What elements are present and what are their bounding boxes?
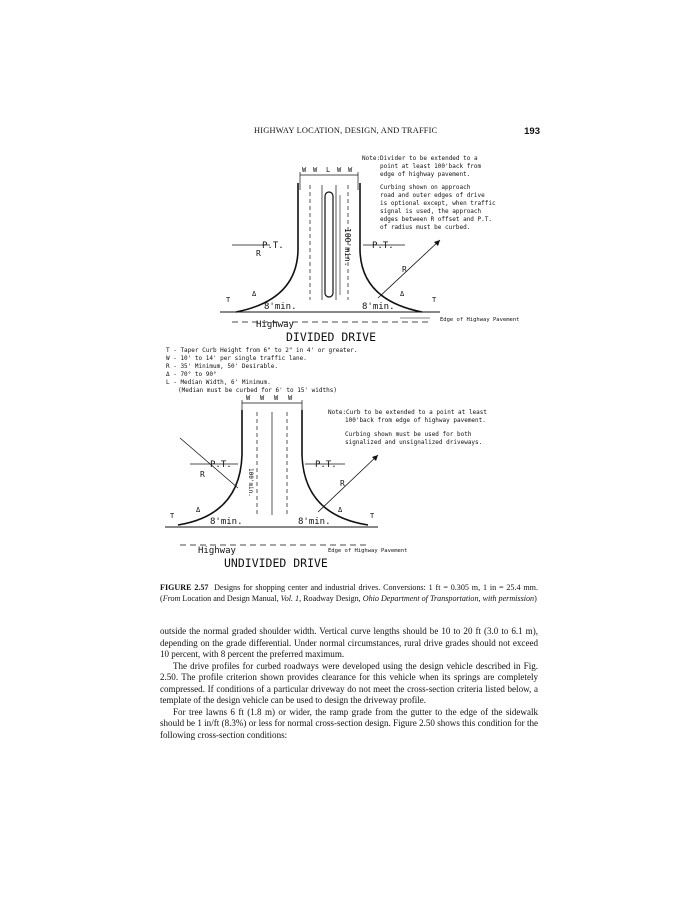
bottom-note [328, 409, 487, 446]
bottom-t-right: T [370, 512, 375, 520]
caption-source-vol: Vol. 1, [280, 593, 302, 603]
caption-source-mid2: Roadway Design, [303, 593, 361, 603]
bottom-edge-pavement: Edge of Highway Pavement [328, 548, 408, 554]
top-note-line-9: of radius must be curbed. [380, 224, 471, 231]
top-note-line-6: is optional except, when traffic [380, 200, 496, 207]
running-head-title: HIGHWAY LOCATION, DESIGN, AND TRAFFIC [254, 126, 438, 135]
top-r-left: R [256, 249, 261, 258]
caption-source-prefix: From [162, 593, 181, 603]
top-t-right: T [432, 296, 437, 304]
bottom-note-line-3: Curbing shown must be used for both [345, 431, 472, 438]
top-note [362, 155, 496, 231]
top-w-label-1: W [302, 166, 307, 174]
top-w-label-2: W [313, 166, 318, 174]
bottom-note-line-4: signalized and unsignalized driveways. [345, 439, 483, 446]
caption-label: FIGURE 2.57 [160, 583, 209, 592]
figure-caption: FIGURE 2.57 Designs for shopping center and industrial drives. Conversions: 1 ft = 0.305 m, 1 in = 25.4 mm. (From Location and Design Manual, Vol. 1, Roadway Design, Ohio Department of Transportation, with permission) [160, 583, 538, 603]
paragraph-3: For tree lawns 6 ft (1.8 m) or wider, the ramp grade from the gutter to the edge of the sidewalk should be 1 in/ft (8.3%) or less for normal cross-section design. Figure 2.50 shows this condition for the following cross-section conditions: [160, 706, 538, 740]
page-number: 193 [524, 126, 540, 137]
bottom-t-left: T [170, 512, 175, 520]
legend-line-4: Δ - 70° to 90° [166, 371, 217, 378]
bottom-8-min-right: 8'min. [298, 517, 331, 527]
top-note-line-2: point at least 100'back from [380, 163, 482, 170]
top-l-label: L [326, 166, 331, 174]
bottom-note-line-2: 100'back from edge of highway pavement. [345, 417, 486, 424]
bottom-w-label-2: W [260, 394, 265, 402]
bottom-highway: Highway [198, 546, 236, 556]
top-w-label-4: W [348, 166, 353, 174]
bottom-pt-left: P.T. [210, 460, 232, 470]
top-8-min-right: 8'min. [362, 302, 395, 312]
top-note-line-3: edge of highway pavement. [380, 171, 471, 178]
bottom-note-line-1: Note:Curb to be extended to a point at least [328, 409, 487, 416]
caption-source-mid1: Location and Design Manual, [182, 593, 279, 603]
top-note-line-1: Note:Divider to be extended to a [362, 155, 478, 162]
caption-text: Designs for shopping center and industrial drives. Conversions: 1 ft = 0.305 m, 1 in = 25.4 mm. [214, 583, 538, 592]
bottom-w-label-4: W [288, 394, 293, 402]
top-highway: Highway [256, 320, 294, 330]
bottom-delta-left: Δ [196, 506, 201, 514]
top-w-label-3: W [337, 166, 342, 174]
paragraph-1: outside the normal graded shoulder width. Vertical curve lengths should be 10 to 20 ft (3.0 to 6.1 m), depending on the grade differential. Under normal circumstances, rural drive grades should not exceed 10 percent, with 8 percent the preferred maximum. [160, 626, 538, 659]
bottom-8-min-left: 8'min. [210, 517, 243, 527]
bottom-r-right: R [340, 479, 345, 488]
top-note-line-8: edges between R offset and P.T. [380, 216, 492, 223]
bottom-r-left: R [200, 470, 205, 479]
top-edge-pavement: Edge of Highway Pavement [440, 317, 520, 323]
top-pt-left: P.T. [262, 241, 284, 251]
legend-line-3: R - 35' Minimum, 50' Desirable. [166, 363, 278, 370]
bottom-delta-right: Δ [338, 506, 343, 514]
legend-line-2: W - 10' to 14' per single traffic lane. [166, 355, 307, 362]
top-delta-right: Δ [400, 290, 405, 298]
figure-legend [166, 347, 357, 394]
legend-line-6: (Median must be curbed for 6' to 15' widths) [178, 387, 337, 394]
top-note-line-4: Curbing shown on approach [380, 184, 471, 191]
top-t-left: T [226, 296, 231, 304]
top-pt-right: P.T. [372, 241, 394, 251]
bottom-100-min: 100'min. [247, 468, 254, 497]
legend-line-1: T - Taper Curb Height from 6" to 2" in 4' or greater. [166, 347, 358, 354]
top-delta-left: Δ [252, 290, 257, 298]
caption-source-end: Ohio Department of Transportation, with permission [362, 593, 535, 603]
top-title: DIVIDED DRIVE [286, 330, 377, 344]
bottom-w-label-1: W [246, 394, 251, 402]
top-r-right: R [402, 265, 407, 274]
bottom-title: UNDIVIDED DRIVE [224, 556, 328, 570]
top-note-line-5: road and outer edges of drive [380, 192, 485, 199]
top-100-min: 100'min. [343, 228, 352, 267]
legend-line-5: L - Median Width, 6' Minimum. [166, 379, 271, 386]
top-median [325, 192, 333, 297]
paragraph-2: The drive profiles for curbed roadways were developed using the design vehicle described in Fig. 2.50. The profile criterion shown provides clearance for this vehicle when its springs are completely compressed. If conditions of a particular driveway do not meet the cross-section criteria listed below, a template of the design vehicle can be used to design the driveway profile. [160, 660, 538, 705]
top-8-min-left: 8'min. [264, 302, 297, 312]
bottom-w-label-3: W [274, 394, 279, 402]
body-text [160, 626, 538, 741]
bottom-pt-right: P.T. [315, 460, 337, 470]
top-note-line-7: signal is used, the approach [380, 208, 482, 215]
